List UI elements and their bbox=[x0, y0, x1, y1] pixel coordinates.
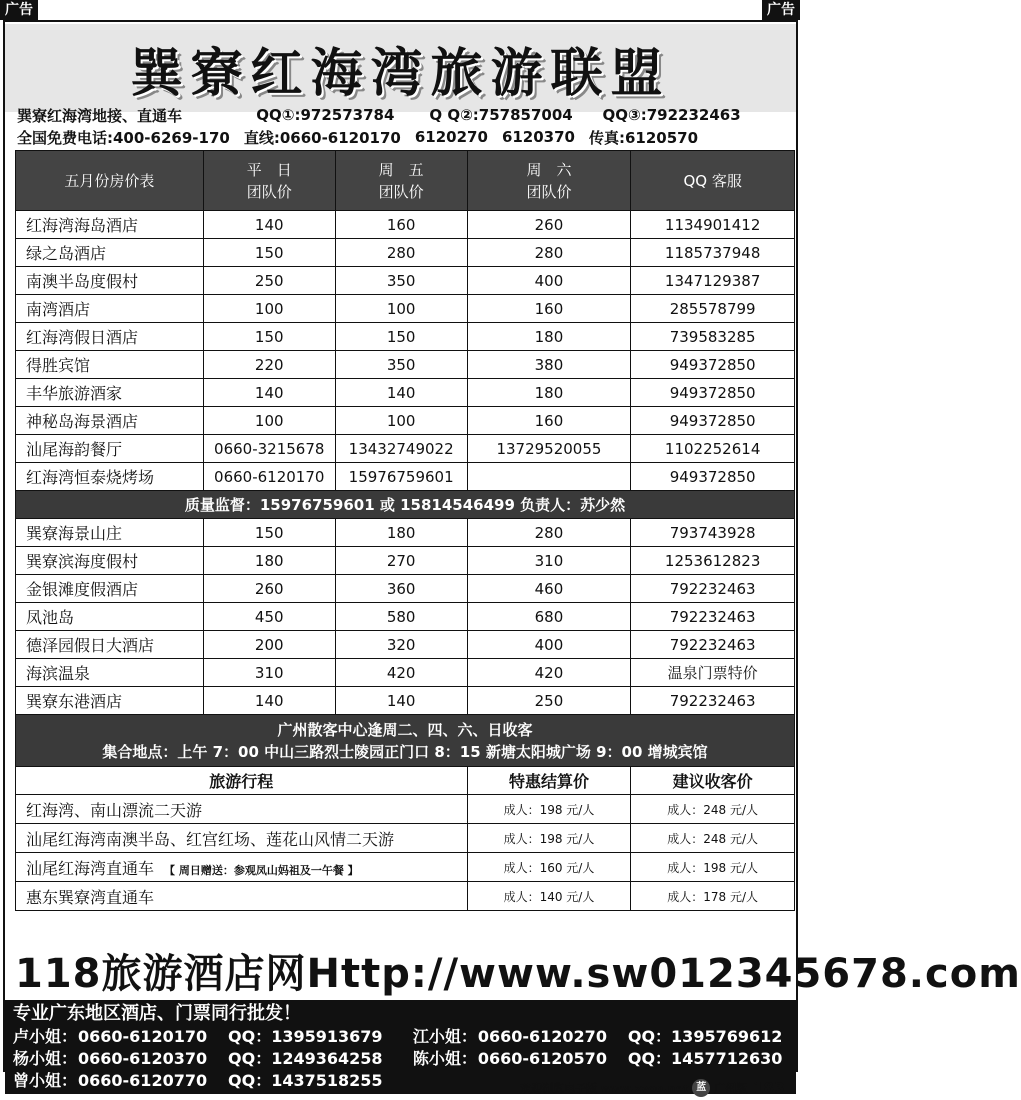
contact-person bbox=[413, 1026, 788, 1048]
saturday-price: 280 bbox=[467, 519, 631, 547]
contact-row bbox=[13, 1026, 788, 1048]
quality-band: 质量监督：15976759601 或 15814546499 负责人：苏少然 bbox=[16, 491, 795, 519]
qq-service: 1185737948 bbox=[631, 239, 795, 267]
hotel-name: 南澳半岛度假村 bbox=[16, 267, 204, 295]
header-col3: 周 五 团队价 bbox=[335, 151, 467, 211]
direct-line-3: 6120370 bbox=[501, 128, 575, 146]
tour-band bbox=[16, 715, 795, 767]
settle-price: 成人：160 元/人 bbox=[467, 853, 631, 882]
contact-phone: 0660-6120270 bbox=[477, 1027, 607, 1046]
hotel-name: 巽寮东港酒店 bbox=[16, 687, 204, 715]
itinerary-row bbox=[16, 795, 795, 824]
hotel-row bbox=[16, 659, 795, 687]
hotel-row bbox=[16, 687, 795, 715]
contact-phone: 0660-6120170 bbox=[78, 1027, 208, 1046]
itinerary-route-text: 汕尾红海湾南澳半岛、红宫红场、莲花山风情二天游 bbox=[26, 829, 395, 849]
suggest-price: 成人：248 元/人 bbox=[631, 795, 795, 824]
hotel-name: 丰华旅游酒家 bbox=[16, 379, 204, 407]
saturday-price: 310 bbox=[467, 547, 631, 575]
page-title: 巽寮红海湾旅游联盟 bbox=[130, 42, 671, 104]
qq-service: 1253612823 bbox=[631, 547, 795, 575]
friday-price: 100 bbox=[335, 407, 467, 435]
saturday-price: 680 bbox=[467, 603, 631, 631]
suggest-price: 成人：248 元/人 bbox=[631, 824, 795, 853]
footer-logo: 蓝 bbox=[692, 1079, 710, 1097]
saturday-price: 260 bbox=[467, 211, 631, 239]
weekday-price: 140 bbox=[203, 211, 335, 239]
itinerary-header-route: 旅游行程 bbox=[16, 767, 468, 795]
contact-person bbox=[13, 1026, 413, 1048]
settle-price: 成人：198 元/人 bbox=[467, 795, 631, 824]
hotel-row bbox=[16, 379, 795, 407]
itinerary-route-text: 红海湾、南山漂流二天游 bbox=[26, 800, 203, 820]
hotel-row bbox=[16, 267, 795, 295]
hotel-name: 德泽园假日大酒店 bbox=[16, 631, 204, 659]
itinerary-header-settle: 特惠结算价 bbox=[467, 767, 631, 795]
tour-band-line1: 广州散客中心逢周二、四、六、日收客 bbox=[277, 720, 533, 739]
itinerary-row bbox=[16, 853, 795, 882]
weekday-price: 180 bbox=[203, 547, 335, 575]
hotel-name: 南湾酒店 bbox=[16, 295, 204, 323]
qq-service: 1134901412 bbox=[631, 211, 795, 239]
header-col4: 周 六 团队价 bbox=[467, 151, 631, 211]
contact-phone: 0660-6120770 bbox=[78, 1071, 208, 1090]
itinerary-route bbox=[16, 853, 468, 882]
contact-phone: 0660-6120370 bbox=[78, 1049, 208, 1068]
qq-service: 949372850 bbox=[631, 351, 795, 379]
page-number: 183 bbox=[753, 1079, 785, 1097]
weekday-price: 140 bbox=[203, 379, 335, 407]
page-footer bbox=[520, 1078, 785, 1098]
saturday-price: 400 bbox=[467, 631, 631, 659]
friday-price: 580 bbox=[335, 603, 467, 631]
friday-price: 350 bbox=[335, 351, 467, 379]
hotel-row bbox=[16, 631, 795, 659]
itinerary-route-text: 汕尾红海湾直通车 bbox=[26, 858, 155, 878]
hotel-name: 金银滩度假酒店 bbox=[16, 575, 204, 603]
weekday-price: 140 bbox=[203, 687, 335, 715]
hotel-name: 巽寮海景山庄 bbox=[16, 519, 204, 547]
service-text: 巽寮红海湾地接、直通车 bbox=[17, 106, 183, 125]
contact-person bbox=[13, 1048, 413, 1070]
qq2-text: Q Q②:757857004 bbox=[429, 106, 573, 124]
weekday-price: 150 bbox=[203, 323, 335, 351]
weekday-price: 150 bbox=[203, 239, 335, 267]
weekday-price: 150 bbox=[203, 519, 335, 547]
hotel-name: 红海湾假日酒店 bbox=[16, 323, 204, 351]
itinerary-row bbox=[16, 824, 795, 853]
qq-service: 792232463 bbox=[631, 603, 795, 631]
weekday-price: 450 bbox=[203, 603, 335, 631]
itinerary-route bbox=[16, 824, 468, 853]
saturday-price: 380 bbox=[467, 351, 631, 379]
contact-name: 江小姐： bbox=[412, 1027, 477, 1046]
contact-qq: QQ：1437518255 bbox=[228, 1071, 383, 1090]
qq-service: 793743928 bbox=[631, 519, 795, 547]
contact-name: 陈小姐： bbox=[412, 1049, 477, 1068]
info-line-1 bbox=[17, 104, 797, 126]
weekday-price: 260 bbox=[203, 575, 335, 603]
friday-price: 320 bbox=[335, 631, 467, 659]
weekday-price: 310 bbox=[203, 659, 335, 687]
contact-row bbox=[13, 1048, 788, 1070]
qq-service: 949372850 bbox=[631, 463, 795, 491]
weekday-price: 100 bbox=[203, 407, 335, 435]
itinerary-route-text: 惠东巽寮湾直通车 bbox=[26, 887, 155, 907]
saturday-price: 180 bbox=[467, 323, 631, 351]
itinerary-route bbox=[16, 795, 468, 824]
friday-price: 13432749022 bbox=[335, 435, 467, 463]
qq-service: 949372850 bbox=[631, 407, 795, 435]
hotel-name: 神秘岛海景酒店 bbox=[16, 407, 204, 435]
qq-service: 1102252614 bbox=[631, 435, 795, 463]
suggest-price: 成人：198 元/人 bbox=[631, 853, 795, 882]
friday-price: 140 bbox=[335, 379, 467, 407]
ad-tag-right: 广告 bbox=[762, 0, 800, 20]
contact-qq: QQ：1395913679 bbox=[228, 1027, 383, 1046]
itinerary-header bbox=[16, 767, 795, 795]
friday-price: 360 bbox=[335, 575, 467, 603]
saturday-price: 250 bbox=[467, 687, 631, 715]
friday-price: 180 bbox=[335, 519, 467, 547]
hotel-row bbox=[16, 519, 795, 547]
qq3-text: QQ③:792232463 bbox=[602, 106, 741, 124]
settle-price: 成人：140 元/人 bbox=[467, 882, 631, 911]
suggest-price: 成人：178 元/人 bbox=[631, 882, 795, 911]
ad-tag-left: 广告 bbox=[0, 0, 38, 20]
qq-service: 792232463 bbox=[631, 631, 795, 659]
hotels-group-a bbox=[16, 211, 795, 491]
saturday-price: 280 bbox=[467, 239, 631, 267]
hotel-name: 绿之岛酒店 bbox=[16, 239, 204, 267]
contact-slogan: 专业广东地区酒店、门票同行批发！ bbox=[13, 1003, 301, 1024]
saturday-price: 180 bbox=[467, 379, 631, 407]
hotel-row bbox=[16, 351, 795, 379]
hotel-name: 巽寮滨海度假村 bbox=[16, 547, 204, 575]
contact-name: 卢小姐： bbox=[13, 1027, 78, 1046]
friday-price: 140 bbox=[335, 687, 467, 715]
price-table bbox=[15, 150, 795, 911]
friday-price: 15976759601 bbox=[335, 463, 467, 491]
friday-price: 420 bbox=[335, 659, 467, 687]
contact-name: 曾小姐： bbox=[13, 1071, 78, 1090]
header-col1: 五月份房价表 bbox=[16, 151, 204, 211]
hotel-row bbox=[16, 575, 795, 603]
friday-price: 350 bbox=[335, 267, 467, 295]
footer-text: 欢迎浏览电子版 www.zyoo.net bbox=[520, 1082, 689, 1095]
weekday-price: 220 bbox=[203, 351, 335, 379]
contact-name: 杨小姐： bbox=[13, 1049, 78, 1068]
saturday-price bbox=[467, 463, 631, 491]
saturday-price: 160 bbox=[467, 295, 631, 323]
weekday-price: 200 bbox=[203, 631, 335, 659]
hotel-name: 汕尾海韵餐厅 bbox=[16, 435, 204, 463]
qq-service: 792232463 bbox=[631, 687, 795, 715]
saturday-price: 400 bbox=[467, 267, 631, 295]
hotel-row bbox=[16, 323, 795, 351]
qq-service: 285578799 bbox=[631, 295, 795, 323]
hotel-name: 红海湾海岛酒店 bbox=[16, 211, 204, 239]
qq-service: 949372850 bbox=[631, 379, 795, 407]
contact-phone: 0660-6120570 bbox=[477, 1049, 607, 1068]
saturday-price: 460 bbox=[467, 575, 631, 603]
hotel-row bbox=[16, 211, 795, 239]
qq-service: 1347129387 bbox=[631, 267, 795, 295]
hotel-row bbox=[16, 295, 795, 323]
weekday-price: 250 bbox=[203, 267, 335, 295]
qq1-text: QQ①:972573784 bbox=[256, 106, 395, 124]
hotel-name: 凤池岛 bbox=[16, 603, 204, 631]
qq-service: 温泉门票特价 bbox=[631, 659, 795, 687]
contact-person bbox=[13, 1070, 413, 1092]
itinerary-group bbox=[16, 795, 795, 911]
weekday-price: 100 bbox=[203, 295, 335, 323]
qq-service: 739583285 bbox=[631, 323, 795, 351]
hotel-name: 红海湾恒泰烧烤场 bbox=[16, 463, 204, 491]
hotel-row bbox=[16, 603, 795, 631]
weekday-price: 0660-6120170 bbox=[203, 463, 335, 491]
fax-text: 传真:6120570 bbox=[589, 128, 699, 147]
weekday-price: 0660-3215678 bbox=[203, 435, 335, 463]
hotel-row bbox=[16, 547, 795, 575]
friday-price: 150 bbox=[335, 323, 467, 351]
price-table-header bbox=[16, 151, 795, 211]
contact-person bbox=[413, 1048, 788, 1070]
saturday-price: 160 bbox=[467, 407, 631, 435]
hotel-row bbox=[16, 463, 795, 491]
saturday-price: 420 bbox=[467, 659, 631, 687]
friday-price: 100 bbox=[335, 295, 467, 323]
header-col5: QQ 客服 bbox=[631, 151, 795, 211]
itinerary-route bbox=[16, 882, 468, 911]
hotel-name: 海滨温泉 bbox=[16, 659, 204, 687]
itinerary-row bbox=[16, 882, 795, 911]
hotels-group-b bbox=[16, 519, 795, 715]
friday-price: 280 bbox=[335, 239, 467, 267]
title-banner bbox=[5, 24, 796, 112]
friday-price: 270 bbox=[335, 547, 467, 575]
tour-band-line2: 集合地点：上午 7：00 中山三路烈士陵园正门口 8：15 新塘太阳城广场 9：00 增城宾馆 bbox=[102, 742, 708, 761]
settle-price: 成人：198 元/人 bbox=[467, 824, 631, 853]
info-line-2 bbox=[17, 126, 797, 148]
hotel-row bbox=[16, 435, 795, 463]
itinerary-header-suggest: 建议收客价 bbox=[631, 767, 795, 795]
itinerary-note: 【 周日赠送：参观凤山妈祖及一午餐 】 bbox=[164, 863, 359, 877]
friday-price: 160 bbox=[335, 211, 467, 239]
website-url: 118旅游酒店网Http://www.sw012345678.com bbox=[15, 951, 1021, 997]
direct-line-text: 直线:0660-6120170 bbox=[243, 128, 401, 147]
saturday-price: 13729520055 bbox=[467, 435, 631, 463]
contact-qq: QQ：1395769612 bbox=[627, 1027, 783, 1046]
hotel-row bbox=[16, 239, 795, 267]
header-col2: 平 日 团队价 bbox=[203, 151, 335, 211]
contact-qq: QQ：1457712630 bbox=[627, 1049, 783, 1068]
footer-edition: 广州版 bbox=[714, 1082, 748, 1095]
hotline-text: 全国免费电话:400-6269-170 bbox=[17, 128, 230, 147]
qq-service: 792232463 bbox=[631, 575, 795, 603]
direct-line-2: 6120270 bbox=[414, 128, 488, 146]
hotel-name: 得胜宾馆 bbox=[16, 351, 204, 379]
contact-qq: QQ：1249364258 bbox=[228, 1049, 383, 1068]
hotel-row bbox=[16, 407, 795, 435]
